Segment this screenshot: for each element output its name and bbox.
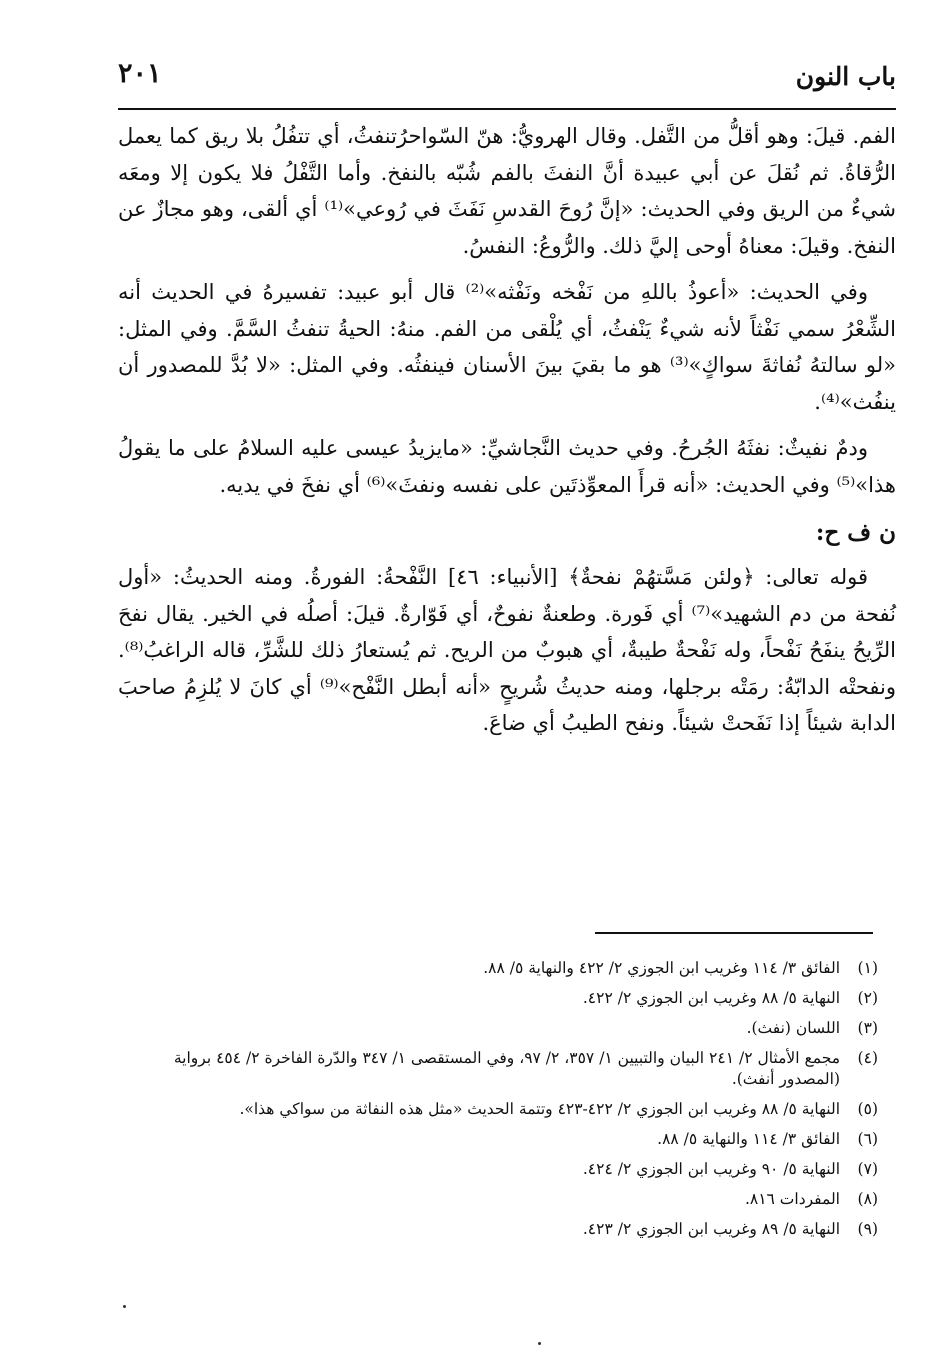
footnote-number: (٦)	[857, 1130, 878, 1148]
footnote-text: الفائق ٣/ ١١٤ وغريب ابن الجوزي ٢/ ٤٢٢ والنهاية ٥/ ٨٨.	[483, 959, 840, 977]
footnote-number: (٨)	[857, 1190, 878, 1208]
paragraph-2: وفي الحديث: «أعوذُ باللهِ من نَفْخه ونَفْثه»⁽²⁾ قال أبو عبيد: تفسيرهُ في الحديث أنه الشِّعْرُ سمي نَفْثاً لأنه شيءٌ يَنْفثُ، أي يُلْقى من الفم. منهُ: الحيةُ تنفثُ السَّمَّ. وفي المثل: «لو سالتهُ نُفاثةَ سواكٍ»⁽³⁾ هو ما بقيَ بينَ الأسنان فينفثُه. وفي المثل: «لا بُدَّ للمصدور أن ينفُث»⁽⁴⁾.	[118, 280, 896, 414]
footnote-number: (٤)	[857, 1049, 878, 1067]
main-text	[118, 118, 896, 752]
footnote-number: (٥)	[857, 1100, 878, 1118]
footnote-text: الفائق ٣/ ١١٤ والنهاية ٥/ ٨٨.	[657, 1130, 840, 1148]
footnote-number: (٧)	[857, 1160, 878, 1178]
footnote-text: اللسان (نفث).	[746, 1019, 840, 1037]
footnote-text: النهاية ٥/ ٨٩ وغريب ابن الجوزي ٢/ ٤٢٣.	[582, 1220, 840, 1238]
footnote-text: المفردات ٨١٦.	[744, 1190, 840, 1208]
footnote-number: (٢)	[857, 989, 878, 1007]
footnote-number: (٩)	[857, 1220, 878, 1238]
footnote-divider	[595, 932, 873, 934]
chapter-title: باب النون	[795, 62, 896, 91]
header-divider	[118, 108, 896, 110]
scan-speck	[123, 1305, 126, 1308]
footnotes	[110, 958, 878, 1249]
footnote-number: (١)	[857, 959, 878, 977]
footnote-text: النهاية ٥/ ٨٨ وغريب ابن الجوزي ٢/ ٤٢٢-٤٢٣ وتتمة الحديث «مثل هذه النفاثة من سواكي هذا».	[239, 1100, 840, 1118]
footnote-text: مجمع الأمثال ٢/ ٢٤١ البيان والتبيين ١/ ٣٥٧، ٢/ ٩٧، وفي المستقصى ١/ ٣٤٧ والدّرة الفاخرة ٢/ ٤٥٤ برواية (المصدور أنفث).	[173, 1049, 840, 1088]
entry-paragraph: قوله تعالى: ﴿ولئن مَسَّتهُمْ نفحةٌ﴾ [الأنبياء: ٤٦] النَّفْحةُ: الفورةُ. ومنه الحديثُ: «أول نُفحة من دم الشهيد»⁽⁷⁾ أي فَورة. وطعنةٌ نفوحٌ، أي فَوّارةٌ. قيلَ: أصلُه في الخير. يقال نفحَ الرِّيحُ ينفَحُ نَفْحاً، وله نَفْحةٌ طيبةٌ، أي هبوبٌ من الريح. ثم يُستعارُ ذلك للشَّرِّ، قاله الراغبُ⁽⁸⁾. ونفحتْه الدابّةُ: رمَتْه برجلها، ومنه حديثُ شُريحٍ «أنه أبطل النَّفْح»⁽⁹⁾ أي كانَ لا يُلزِمُ صاحبَ الدابة شيئاً إذا نَفَحتْ شيئاً. ونفح الطيبُ أي ضاعَ.	[118, 565, 896, 735]
footnote-number: (٣)	[857, 1019, 878, 1037]
footnote-text: النهاية ٥/ ٩٠ وغريب ابن الجوزي ٢/ ٤٢٤.	[582, 1160, 840, 1178]
footnote-9	[110, 1219, 878, 1240]
footnote-2	[110, 988, 878, 1009]
page-header	[118, 58, 896, 98]
footnote-6	[110, 1129, 878, 1150]
footnote-1	[110, 958, 878, 979]
footnote-7	[110, 1159, 878, 1180]
footnote-5	[110, 1099, 878, 1120]
footnote-8	[110, 1189, 878, 1210]
paragraph-1: الفم. قيلَ: وهو أقلُّ من التَّفل. وقال الهرويُّ: هنّ السّواحرُتنفثُ، أي تتفُلُ بلا ريق كما يعمل الرُّقاةُ. ثم نُقلَ عن أبي عبيدة أنَّ النفثَ بالفم شُبّه بالنفخ. وأما التَّفْلُ فلا يكون إلا ومعَه شيءٌ من الريق وفي الحديث: «إنَّ رُوحَ القدسِ نَفَثَ في رُوعي»⁽¹⁾ أي ألقى، وهو مجازٌ عن النفخ. وقيلَ: معناهُ أوحى إليَّ ذلك. والرُّوعُ: النفسُ.	[118, 124, 896, 258]
footnote-4	[110, 1048, 878, 1090]
paragraph-3: ودمٌ نفيثٌ: نفثَهُ الجُرحُ. وفي حديث النَّجاشيِّ: «مايزيدُ عيسى عليه السلامُ على ما يقولُ هذا»⁽⁵⁾ وفي الحديث: «أنه قرأَ المعوِّذتَين على نفسه ونفثَ»⁽⁶⁾ أي نفخَ في يديه.	[118, 436, 896, 497]
entry-heading: ن ف ح:	[815, 519, 896, 546]
footnote-3	[110, 1018, 878, 1039]
scan-speck	[538, 1342, 541, 1345]
page-number: ٢٠١	[118, 58, 162, 89]
footnote-text: النهاية ٥/ ٨٨ وغريب ابن الجوزي ٢/ ٤٢٢.	[582, 989, 840, 1007]
